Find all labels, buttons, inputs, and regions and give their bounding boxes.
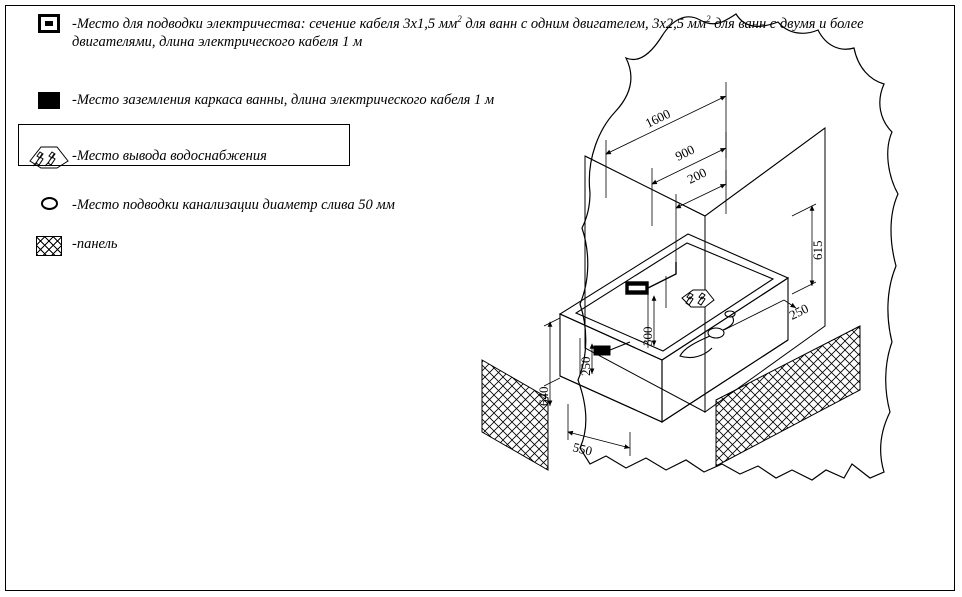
dim-250-small: 250 (578, 356, 593, 376)
legend-electric-text-b: для ванн с одним двигателем, 3х2,5 мм (461, 15, 707, 32)
dim-250-right: 250 (786, 300, 811, 323)
hatch-panel-icon (26, 236, 72, 256)
dim-200: 200 (684, 164, 709, 187)
dim-615: 615 (810, 240, 825, 260)
legend-item-panel-label: -панель (72, 236, 118, 252)
legend-item-drain-label: -Место подводки канализации диаметр слива 50 мм (72, 197, 395, 213)
electric-outlet-marker (626, 262, 676, 294)
legend-electric-sup-b: 2 (706, 14, 711, 24)
dim-640: 640 (536, 386, 551, 406)
water-supply-marker (682, 290, 714, 307)
panel-right (716, 326, 860, 466)
ground-marker (594, 342, 630, 355)
oval-icon (26, 197, 72, 210)
legend-electric-sup-a: 2 (457, 14, 462, 24)
square-outline-icon (26, 14, 72, 33)
legend-electric-text-a: -Место для подводки электричества: сечение кабеля 3х1,5 мм (72, 15, 458, 32)
dim-550: 550 (571, 439, 594, 459)
dim-1600: 1600 (642, 105, 673, 131)
legend-item-water-label: -Место вывода водоснабжения (72, 148, 267, 164)
dim-300: 300 (640, 326, 655, 346)
bath-installation-isometric-drawing (440, 8, 950, 528)
legend-item-ground-label: -Место заземления каркаса ванны, длина электрического кабеля 1 м (72, 92, 495, 108)
legend-water-box (18, 124, 350, 166)
square-filled-icon (26, 92, 72, 109)
legend-item-panel (26, 236, 326, 256)
dim-900: 900 (672, 141, 697, 164)
panel-left (482, 360, 548, 470)
legend-electric-text-c: для ванн с двумя и более двигателями, длина электрического кабеля 1 м (72, 15, 864, 50)
